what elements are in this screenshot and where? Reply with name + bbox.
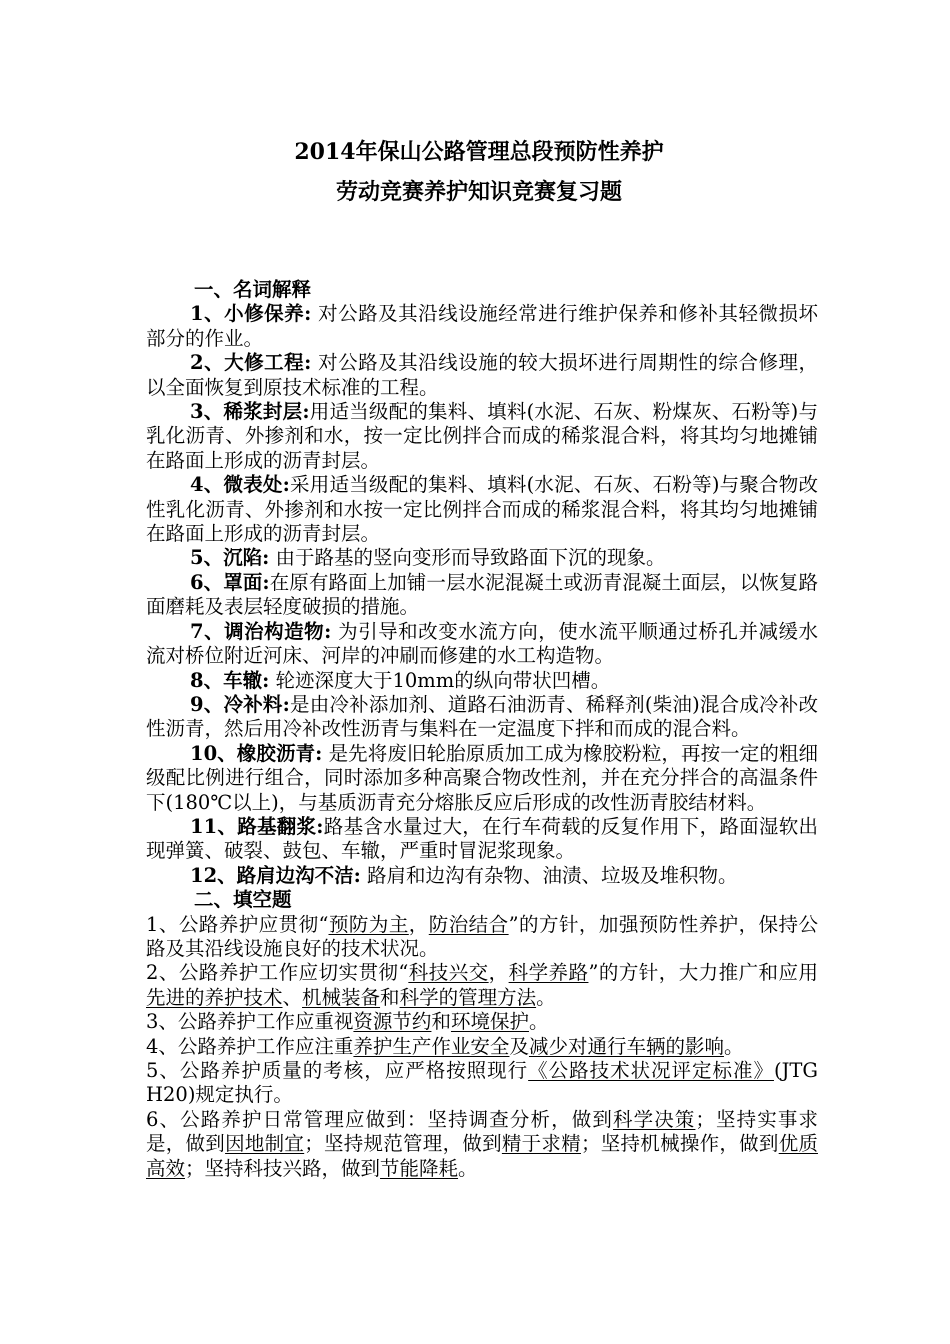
definitions-list — [146, 302, 818, 888]
fill-blank-text: ；坚持实事求是，做到 — [146, 1107, 818, 1156]
title-spacer — [146, 212, 818, 278]
fill-blank-answer: 先进的养护技术 — [146, 985, 283, 1009]
fill-blank-answer: 资源节约 — [353, 1010, 432, 1034]
definition-text: 是由冷补添加剂、道路石油沥青、稀释剂(柴油)混合成冷补改性沥青，然后用冷补改性沥青与集料在一定温度下拌和而成的混合料。 — [146, 692, 818, 741]
title-line-2: 劳动竞赛养护知识竞赛复习题 — [335, 179, 622, 205]
fill-blank-answer: 科技兴交 — [408, 961, 489, 985]
fill-blank-item — [146, 1035, 818, 1059]
fill-blank-answer: 节能降耗 — [380, 1156, 459, 1180]
fill-blank-item — [146, 961, 818, 1010]
fill-blank-answer: 机械装备 — [302, 985, 381, 1009]
definition-term: 10、橡胶沥青: — [190, 741, 323, 765]
fill-blank-text: ；坚持机械操作，做到 — [580, 1132, 779, 1156]
definition-item — [146, 864, 818, 888]
fill-blank-text: 。 — [536, 985, 556, 1009]
definition-item — [146, 546, 818, 570]
fill-blank-text: 6、公路养护日常管理应做到：坚持调查分析，做到 — [146, 1107, 613, 1131]
definition-term: 9、冷补料: — [190, 692, 290, 716]
definition-text: 由于路基的竖向变形而导致路面下沉的现象。 — [269, 546, 666, 570]
fill-blanks-list — [146, 913, 818, 1181]
definition-term: 12、路肩边沟不洁: — [190, 863, 361, 887]
fill-blank-answer: 养护生产作业安全 — [353, 1034, 510, 1058]
fill-blank-text: 5、公路养护质量的考核，应严格按照现行 — [146, 1059, 529, 1082]
definition-text: 轮迹深度大于10mm的纵向带状凹槽。 — [269, 668, 611, 692]
definition-item — [146, 742, 818, 815]
fill-blank-text: 4、公路养护工作应注重 — [146, 1034, 354, 1058]
definition-text: 是先将废旧轮胎原质加工成为橡胶粉粒，再按一定的粗细级配比例进行组合，同时添加多种高聚合物改性剂，并在充分拌合的高温条件下(180℃以上)，与基质沥青充分熔胀反应后形成的改性沥青胶结材料。 — [146, 741, 818, 814]
definition-term: 3、稀浆封层: — [190, 400, 310, 424]
fill-blank-text: ， — [408, 912, 429, 936]
definition-term: 2、大修工程: — [190, 351, 312, 375]
definition-text: 用适当级配的集料、填料(水泥、石灰、粉煤灰、石粉等)与乳化沥青、外掺剂和水，按一定比例拌合而成的稀浆混合料，将其均匀地摊铺在路面上形成的沥青封层。 — [146, 400, 818, 472]
fill-blank-text: 。 — [723, 1034, 744, 1058]
definition-text: 采用适当级配的集料、填料(水泥、石灰、石粉等)与聚合物改性乳化沥青、外掺剂和水按一定比例拌合而成的稀浆混合料，将其均匀地摊铺在路面上形成的沥青封层。 — [146, 473, 818, 546]
definition-text: 为引导和改变水流方向，使水流平顺通过桥孔并减缓水流对桥位附近河床、河岸的冲刷而修建的水工构造物。 — [146, 619, 818, 668]
document-title — [140, 132, 818, 212]
definition-term: 4、微表处: — [190, 473, 290, 497]
fill-blank-answer: 科学决策 — [612, 1107, 696, 1131]
fill-blank-text: (JTG H20)规定执行。 — [146, 1059, 818, 1107]
definition-text: 对公路及其沿线设施经常进行维护保养和修补其轻微损坏部分的作业。 — [146, 302, 818, 350]
fill-blank-answer: 防治结合 — [428, 912, 509, 936]
definition-item — [146, 400, 818, 473]
definition-item — [146, 473, 818, 546]
definition-text: 路肩和边沟有杂物、油渍、垃圾及堆积物。 — [360, 863, 738, 887]
fill-blank-text: 。 — [458, 1156, 478, 1180]
title-line-1: 2014年保山公路管理总段预防性养护 — [294, 139, 664, 165]
fill-blank-answer: 环境保护 — [450, 1010, 529, 1034]
fill-blank-text: 1、公路养护应贯彻“ — [146, 912, 329, 936]
fill-blank-text: 2、公路养护工作应切实贯彻“ — [146, 961, 409, 985]
definition-term: 8、车辙: — [190, 668, 270, 692]
section-heading-definitions: 一、名词解释 — [194, 278, 312, 301]
fill-blank-text: 、 — [282, 985, 303, 1009]
fill-blank-text: 3、公路养护工作应重视 — [146, 1010, 354, 1034]
definition-item — [146, 620, 818, 669]
fill-blank-answer: 预防为主 — [328, 912, 409, 936]
definition-text: 在原有路面上加铺一层水泥混凝土或沥青混凝土面层，以恢复路面磨耗及表层轻度破损的措施。 — [146, 570, 818, 619]
definition-item — [146, 302, 818, 351]
definition-term: 11、路基翻浆: — [190, 814, 324, 838]
definition-text: 对公路及其沿线设施的较大损坏进行周期性的综合修理，以全面恢复到原技术标准的工程。 — [146, 351, 818, 399]
fill-blank-text: ”的方针，大力推广和应用 — [588, 961, 818, 985]
definition-term: 5、沉陷: — [190, 546, 270, 570]
fill-blank-text: 及 — [509, 1034, 529, 1058]
fill-blank-item — [146, 913, 818, 962]
definition-text: 路基含水量过大，在行车荷载的反复作用下，路面湿软出现弹簧、破裂、鼓包、车辙，严重时冒泥浆现象。 — [146, 814, 818, 863]
definition-item — [146, 815, 818, 864]
fill-blank-text: ， — [488, 961, 509, 985]
definition-term: 6、罩面: — [190, 570, 270, 594]
fill-blank-answer: 《公路技术状况评定标准》 — [528, 1059, 774, 1082]
definition-item — [146, 351, 818, 400]
definition-item — [146, 571, 818, 620]
definition-item — [146, 693, 818, 742]
fill-blank-answer: 因地制宜 — [225, 1132, 305, 1156]
fill-blank-answer: 减少对通行车辆的影响 — [528, 1034, 724, 1058]
fill-blank-text: 和 — [380, 985, 400, 1009]
fill-blank-item — [146, 1010, 818, 1034]
definition-term: 1、小修保养: — [190, 302, 312, 326]
fill-blank-text: 和 — [431, 1010, 451, 1034]
fill-blank-answer: 精于求精 — [501, 1132, 581, 1156]
fill-blank-answer: 优质高效 — [146, 1132, 818, 1180]
definition-item — [146, 669, 818, 693]
fill-blank-text: ；坚持规范管理，做到 — [304, 1132, 502, 1156]
definition-term: 7、调治构造物: — [190, 619, 332, 643]
fill-blank-item — [146, 1059, 818, 1108]
fill-blank-text: 。 — [528, 1010, 549, 1034]
section-heading-fill-blanks: 二、填空题 — [194, 888, 292, 912]
fill-blank-answer: 科学养路 — [508, 961, 589, 985]
fill-blank-text: ”的方针，加强预防性养护，保持公路及其沿线设施良好的技术状况。 — [146, 912, 818, 960]
fill-blank-answer: 科学的管理方法 — [399, 985, 537, 1009]
fill-blank-text: ；坚持科技兴路，做到 — [185, 1156, 381, 1180]
fill-blank-item — [146, 1108, 818, 1181]
